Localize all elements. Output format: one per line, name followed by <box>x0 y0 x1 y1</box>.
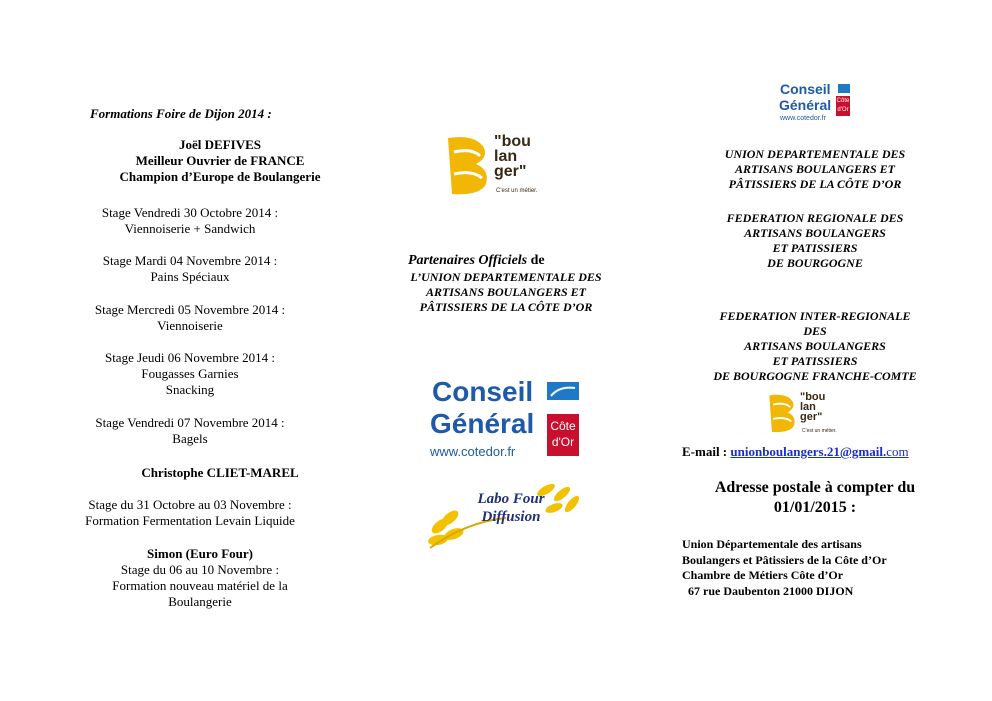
boulanger-l3: ger" <box>494 163 527 180</box>
trainer3-topic2: Boulangerie <box>168 594 232 609</box>
partners-org-line2: ARTISANS BOULANGERS ET <box>425 285 587 299</box>
sky-icon <box>547 382 579 400</box>
cote-line1-small: Côte <box>836 98 850 104</box>
trainer3-name: Simon (Euro Four) <box>147 546 253 561</box>
federation-line4: DE BOURGOGNE <box>767 256 863 270</box>
labo-line1: Labo Four <box>477 491 545 507</box>
union-line2: ARTISANS BOULANGERS ET <box>734 162 896 176</box>
union-block <box>690 147 940 192</box>
stage-4-topic2: Snacking <box>165 382 215 397</box>
stage-4 <box>60 350 320 398</box>
federation-line3: ET PATISSIERS <box>772 241 858 255</box>
stage-4-topic: Fougasses Garnies <box>141 366 239 381</box>
union-line1: UNION DEPARTEMENTALE DES <box>724 147 906 161</box>
boulanger-l1: "bou <box>494 133 531 150</box>
address-title <box>680 478 950 518</box>
partners-title <box>408 253 545 269</box>
trainer2-name: Christophe CLIET-MAREL <box>141 465 299 480</box>
partners-org <box>388 270 624 315</box>
address-line1: Union Départementale des artisans <box>682 537 862 551</box>
cote-dor-box <box>547 414 579 456</box>
partners-de: de <box>527 253 545 268</box>
boulanger-logo <box>446 134 556 198</box>
partners-org-line1: L’UNION DEPARTEMENTALE DES <box>410 270 602 284</box>
address-line2: Boulangers et Pâtissiers de la Côte d’Or <box>682 552 887 567</box>
stage-5-topic: Bagels <box>172 431 208 446</box>
stage-2 <box>60 253 320 285</box>
inter-line3: ARTISANS BOULANGERS <box>744 339 886 353</box>
stage-4-date: Stage Jeudi 06 Novembre 2014 : <box>104 350 276 365</box>
email-line <box>682 444 909 460</box>
email-address-bold: unionboulangers.21@gmail. <box>730 444 887 459</box>
cote-line1: Côte <box>550 419 576 433</box>
conseil-url-small: www.cotedor.fr <box>780 115 826 122</box>
trainer3-stage: Stage du 06 au 10 Novembre : <box>120 562 280 577</box>
boulanger-b-icon-small <box>768 392 798 434</box>
general-word-small: Général <box>779 97 832 113</box>
stage-5-date: Stage Vendredi 07 Novembre 2014 : <box>95 415 285 430</box>
stage-2-date: Stage Mardi 04 Novembre 2014 : <box>102 253 278 268</box>
partners-org-line3: PÂTISSIERS DE LA CÔTE D’OR <box>419 300 593 314</box>
federation-line2: ARTISANS BOULANGERS <box>744 226 886 240</box>
boulanger-small-l3: ger" <box>800 411 823 423</box>
stage-3-date: Stage Mercredi 05 Novembre 2014 : <box>94 302 286 317</box>
conseil-general-logo <box>426 378 586 464</box>
inter-block <box>680 309 950 384</box>
trainer3-topic: Formation nouveau matériel de la <box>112 578 288 593</box>
address-line4: 67 rue Daubenton 21000 DIJON <box>688 583 854 598</box>
conseil-url: www.cotedor.fr <box>430 444 516 459</box>
federation-block <box>690 211 940 271</box>
stage-2-topic: Pains Spéciaux <box>150 269 230 284</box>
labo-line2: Diffusion <box>481 509 541 525</box>
inter-line4: ET PATISSIERS <box>772 354 858 368</box>
sky-icon-small <box>838 84 850 93</box>
trainer2-stage: Stage du 31 Octobre au 03 Novembre : <box>88 497 292 512</box>
trainer3-block <box>60 546 340 610</box>
conseil-general-logo-small <box>778 82 852 126</box>
trainer1-name: Joël DEFIVES <box>179 137 261 152</box>
stage-1-date: Stage Vendredi 30 Octobre 2014 : <box>101 205 279 220</box>
address-line3: Chambre de Métiers Côte d’Or <box>682 568 844 582</box>
cote-dor-box-small <box>836 96 850 116</box>
boulanger-b-icon <box>446 134 492 196</box>
boulanger-tagline: C'est un métier. <box>496 188 538 194</box>
boulanger-logo-small <box>768 392 848 436</box>
trainer2-block <box>40 497 340 529</box>
partners-title-text: Partenaires Officiels <box>408 253 528 268</box>
trainer1-title2: Champion d’Europe de Boulangerie <box>119 169 321 184</box>
email-label: E-mail : <box>682 444 731 459</box>
email-link[interactable] <box>730 444 908 459</box>
boulanger-l2: lan <box>494 148 518 165</box>
stage-3-topic: Viennoiserie <box>157 318 223 333</box>
labo-four-logo <box>426 482 590 552</box>
union-line3: PÂTISSIERS DE LA CÔTE D’OR <box>728 177 902 191</box>
address-title-line1: Adresse postale à compter du <box>714 479 916 496</box>
stage-1 <box>60 205 320 237</box>
email-address-tld: com <box>886 444 909 459</box>
boulanger-small-tagline: C'est un métier. <box>802 428 837 434</box>
cote-line2: d'Or <box>551 435 575 449</box>
inter-line5: DE BOURGOGNE FRANCHE-COMTE <box>713 369 917 383</box>
conseil-word: Conseil <box>432 376 534 407</box>
address-title-line2: 01/01/2015 : <box>773 499 857 516</box>
boulanger-small-l1: "bou <box>800 391 826 403</box>
inter-line2: DES <box>803 324 827 338</box>
formations-heading: Formations Foire de Dijon 2014 : <box>90 106 272 121</box>
trainer2-topic: Formation Fermentation Levain Liquide <box>85 513 295 528</box>
inter-line1: FEDERATION INTER-REGIONALE <box>719 309 911 323</box>
cote-line2-small: d'Or <box>837 107 849 113</box>
conseil-word-small: Conseil <box>780 81 831 97</box>
stage-1-topic: Viennoiserie + Sandwich <box>124 221 256 236</box>
trainer1-title1: Meilleur Ouvrier de FRANCE <box>135 153 305 168</box>
federation-line1: FEDERATION REGIONALE DES <box>726 211 904 225</box>
trainer1-block <box>60 137 380 185</box>
boulanger-small-l2: lan <box>800 401 816 413</box>
general-word: Général <box>430 408 535 439</box>
address-block <box>682 537 887 599</box>
stage-3 <box>60 302 320 334</box>
stage-5 <box>60 415 320 447</box>
